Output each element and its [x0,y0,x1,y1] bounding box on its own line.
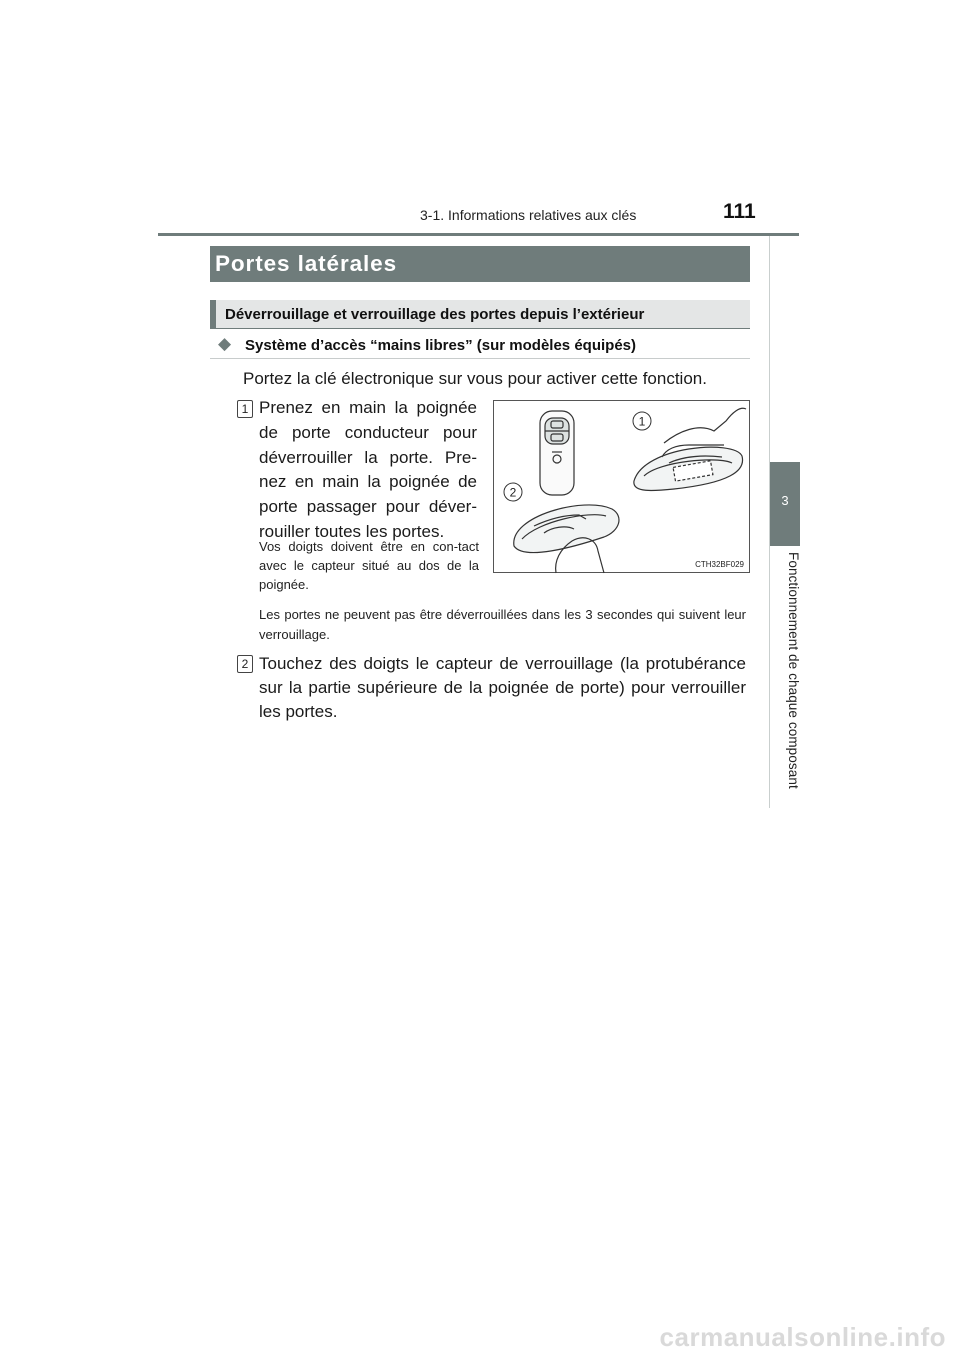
header-section-title: 3-1. Informations relatives aux clés [420,207,637,223]
callout-1-label: 1 [638,414,646,429]
door-handle-drawing [494,401,751,574]
feature-title: Système d’accès “mains libres” (sur modèles équipés) [245,337,636,354]
subsection-accent-bar [210,300,216,329]
header-divider [158,233,799,236]
smart-key-icon [540,411,574,495]
diamond-icon: ◆ [218,334,232,353]
step-2-badge: 2 [237,655,253,673]
step-1-note: Vos doigts doivent être en con-tact avec le capteur situé au dos de la poignée. [259,539,479,592]
feature-underline [210,358,750,359]
subsection-title: Déverrouillage et verrouillage des portes depuis l’extérieur [225,306,645,323]
step-1-text: Prenez en main la poignée de porte conducteur pour déverrouiller la porte. Pre-nez en main la poignée de porte passager pour déver-rouiller toutes les portes. [259,398,477,541]
callout-1-icon [633,412,651,430]
feature-intro: Portez la clé électronique sur vous pour activer cette fonction. [243,369,707,388]
page-number: 111 [723,200,756,223]
chapter-title-vertical: Fonctionnement de chaque composant [786,552,801,789]
step-2-text: Touchez des doigts le capteur de verrouillage (la protubérance sur la partie supérieure de la poignée de porte) pour verrouiller les portes. [259,654,746,721]
illustration-code: CTH32BF029 [695,560,744,569]
callout-2-label: 2 [509,485,517,500]
handle-2-icon [514,505,619,573]
chapter-tab-number: 3 [781,493,789,508]
section-title: Portes latérales [215,251,397,276]
door-handle-illustration [493,400,750,573]
subsection-underline [210,328,750,329]
step-1-badge: 1 [237,400,253,418]
step-1-note-2: Les portes ne peuvent pas être déverrouillées dans les 3 secondes qui suivent leur verrouillage. [259,607,746,642]
callout-2-icon [504,483,522,501]
watermark: carmanualsonline.info [659,1322,946,1352]
